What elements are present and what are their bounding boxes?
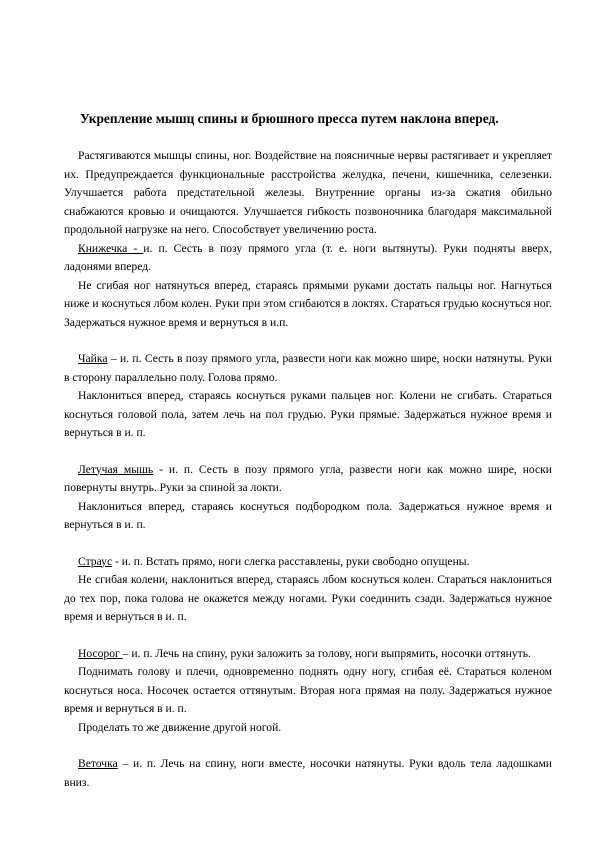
exercise-step: Не сгибая ног натянуться вперед, стараясь прямыми руками достать пальцы ног. Нагнуться ниже и коснуться лбом колен. Руки при этом сгибаются в локтях. Стараться грудью коснуться ног. Задержаться нужное время и вернуться в и.п. xyxy=(64,278,552,329)
exercise-lead: – и. п. Лечь на спину, руки заложить за голову, ноги выпрямить, носочки оттянуть. xyxy=(122,646,531,660)
exercise-name: Летучая мышь xyxy=(78,462,154,476)
intro-paragraph: Растягиваются мышцы спины, ног. Воздействие на поясничные нервы растягивает и укрепляет их. Предупреждается функциональные расстройства желудка, печени, кишечника, селезенки. Улучшается работа предстательной железы. Внутренние органы из-за сжатия обильно снабжаются кровью и очищаются. Улучшается гибкость позвоночника благодаря максимальной продольной нагрузке на него. Способствует увеличению роста. xyxy=(64,149,552,236)
exercise-step: Наклониться вперед, стараясь коснуться руками пальцев ног. Колени не сгибать. Стараться коснуться головой пола, затем лечь на пол грудью. Руки прямые. Задержаться нужное время и вернуться в и. п. xyxy=(64,389,552,439)
exercise-lead: – и. п. Сесть в позу прямого угла, развести ноги как можно шире, носки натянуты. Руки в сторону параллельно полу. Голова прямо. xyxy=(64,352,552,384)
exercise-letuchaya-mysh-lead xyxy=(64,461,552,498)
exercise-chayka-lead xyxy=(64,350,552,387)
exercise-lead: и. п. Сесть в позу прямого угла (т. е. ноги вытянуты). Руки подняты вверх, ладонями вперед. xyxy=(64,241,552,273)
exercise-name: Веточка xyxy=(78,757,118,770)
spacer xyxy=(64,443,552,461)
exercise-name: Книжечка - xyxy=(78,241,144,255)
exercise-lead: – и. п. Лечь на спину, ноги вместе, носочки натянуты. Руки вдоль тела ладошками вниз. xyxy=(64,757,552,789)
spacer xyxy=(64,535,552,553)
exercise-straus-lead xyxy=(64,553,552,572)
exercise-name: Чайка xyxy=(78,352,108,365)
exercise-vetochka-lead xyxy=(64,755,552,792)
exercise-step: Поднимать голову и плечи, одновременно поднять одну ногу, сгибая её. Стараться коленом коснуться носа. Носочек остается оттянутым. Вторая нога прямая на полу. Задержаться нужное время и вернуться в и. п. xyxy=(64,665,552,715)
spacer xyxy=(64,332,552,350)
exercise-knizhechka-lead xyxy=(64,240,552,277)
exercise-step: Проделать то же движение другой ногой. xyxy=(78,720,282,734)
exercise-name: Носорог xyxy=(78,646,123,660)
exercise-step: Наклониться вперед, стараясь коснуться подбородком пола. Задержаться нужное время и вернуться в и. п. xyxy=(64,499,552,531)
exercise-name: Страус xyxy=(78,554,113,568)
exercise-lead: - и. п. Сесть в позу прямого угла, развести ноги как можно шире, носки повернуты внутрь. Руки за спиной за локти. xyxy=(64,462,552,494)
exercise-nosorog-lead xyxy=(64,645,552,664)
exercise-lead: - и. п. Встать прямо, ноги слегка расставлены, руки свободно опущены. xyxy=(112,554,470,568)
spacer xyxy=(64,737,552,755)
spacer xyxy=(64,627,552,645)
document-page xyxy=(64,110,552,792)
exercise-step: Не сгибая колени, наклониться вперед, стараясь лбом коснуться колен. Стараться наклониться до тех пор, пока голова не окажется между ногами. Руки соединить сзади. Задержаться нужное время и вернуться в и. п. xyxy=(64,573,552,623)
document-title: Укрепление мышц спины и брюшного пресса путем наклона вперед. xyxy=(80,111,499,126)
